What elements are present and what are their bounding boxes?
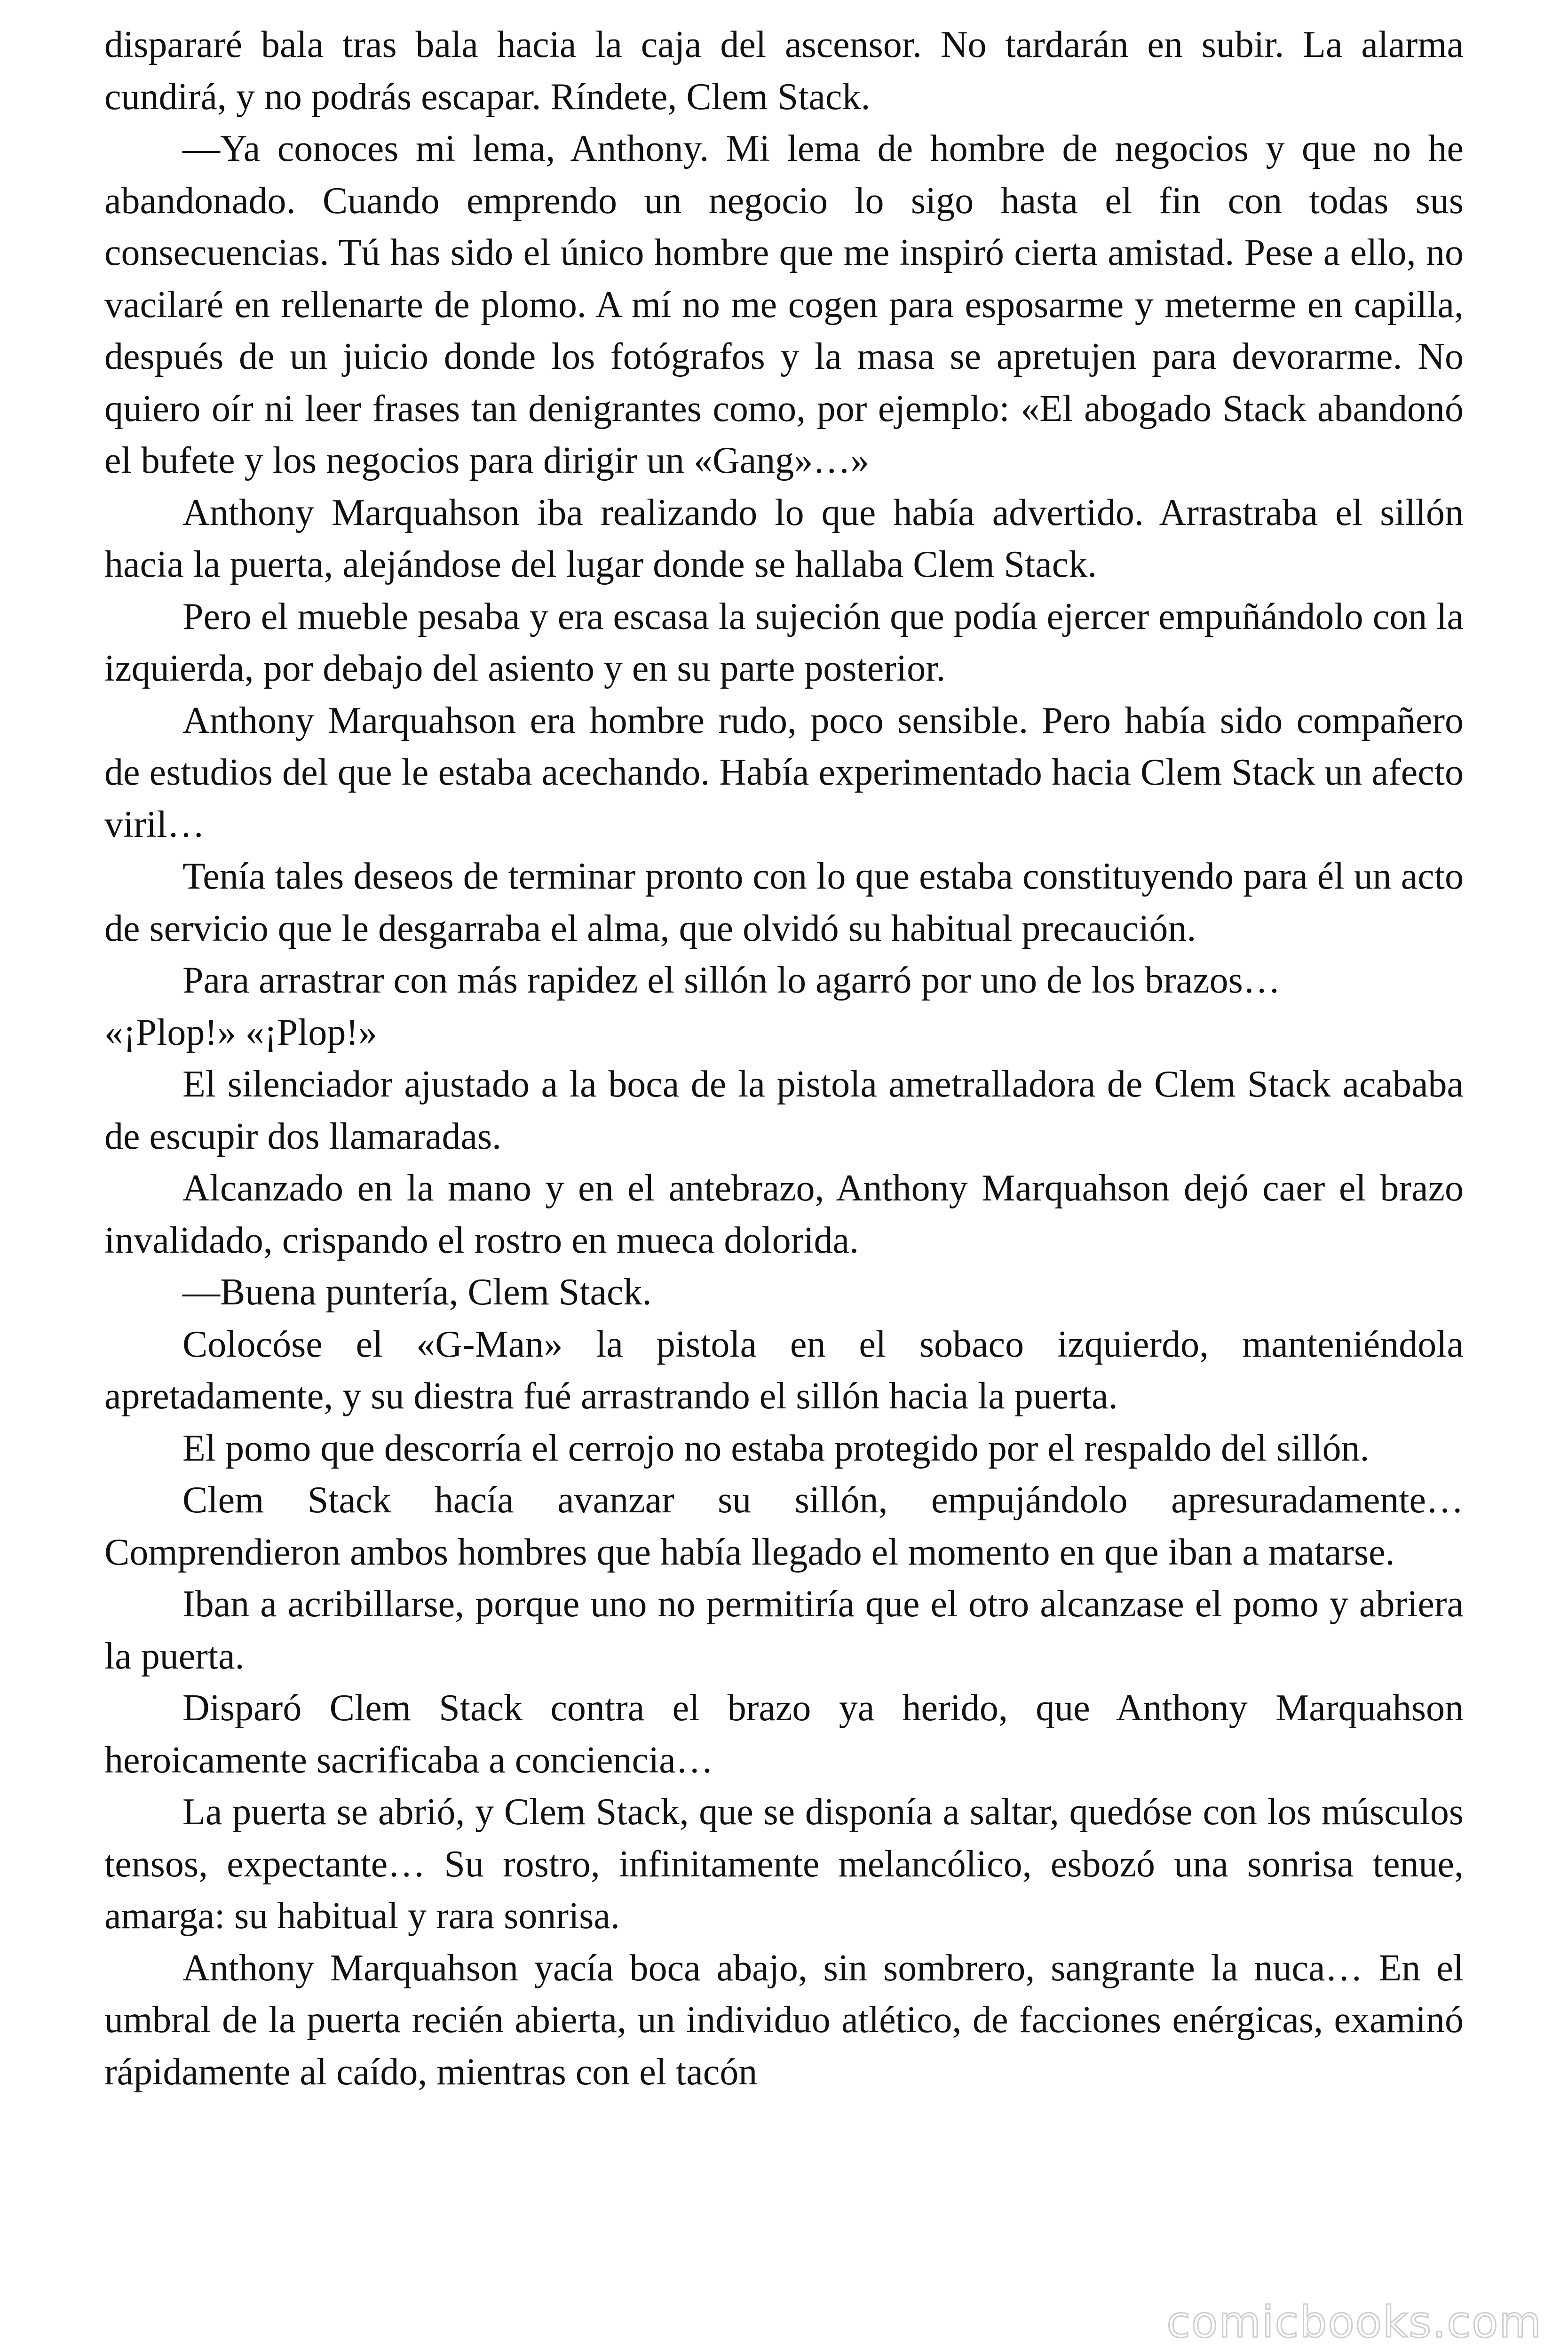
paragraph: dispararé bala tras bala hacia la caja del ascensor. No tardarán en subir. La alarma cundirá, y no podrás escapar. Ríndete, Clem Stack.	[104, 24, 1464, 118]
paragraph: Para arrastrar con más rapidez el sillón lo agarró por uno de los brazos…	[182, 960, 1281, 1001]
paragraph: Alcanzado en la mano y en el antebrazo, Anthony Marquahson dejó caer el brazo invalidado, crispando el rostro en mueca dolorida.	[104, 1168, 1464, 1261]
paragraph: El pomo que descorría el cerrojo no estaba protegido por el respaldo del sillón.	[182, 1427, 1370, 1469]
book-page-text	[104, 19, 1464, 2098]
paragraph: —Ya conoces mi lema, Anthony. Mi lema de hombre de negocios y que no he abandonado. Cuando emprendo un negocio lo sigo hasta el fin con todas sus consecuencias. Tú has sido el único hombre que me inspiró cierta amistad. Pese a ello, no vacilaré en rellenarte de plomo. A mí no me cogen para esposarme y meterme en capilla, después de un juicio donde los fotógrafos y la masa se apretujen para devorarme. No quiero oír ni leer frases tan denigrantes como, por ejemplo: «El abogado Stack abandonó el bufete y los negocios para dirigir un «Gang»…»	[104, 128, 1464, 481]
paragraph: Clem Stack hacía avanzar su sillón, empujándolo apresuradamente… Comprendieron ambos hombres que había llegado el momento en que iban a matarse.	[104, 1479, 1464, 1573]
paragraph: Pero el mueble pesaba y era escasa la sujeción que podía ejercer empuñándolo con la izquierda, por debajo del asiento y en su parte posterior.	[104, 596, 1464, 689]
paragraph: El silenciador ajustado a la boca de la pistola ametralladora de Clem Stack acababa de escupir dos llamaradas.	[104, 1064, 1464, 1157]
paragraph: Colocóse el «G-Man» la pistola en el sobaco izquierdo, manteniéndola apretadamente, y su diestra fué arrastrando el sillón hacia la puerta.	[104, 1323, 1464, 1417]
paragraph: Anthony Marquahson yacía boca abajo, sin sombrero, sangrante la nuca… En el umbral de la puerta recién abierta, un individuo atlético, de facciones enérgicas, examinó rápidamente al caído, mientras con el tacón	[104, 1947, 1464, 2093]
paragraph: Disparó Clem Stack contra el brazo ya herido, que Anthony Marquahson heroicamente sacrificaba a conciencia…	[104, 1687, 1464, 1781]
paragraph: Anthony Marquahson iba realizando lo que había advertido. Arrastraba el sillón hacia la puerta, alejándose del lugar donde se hallaba Clem Stack.	[104, 492, 1464, 585]
paragraph: —Buena puntería, Clem Stack.	[182, 1271, 652, 1313]
paragraph: Anthony Marquahson era hombre rudo, poco sensible. Pero había sido compañero de estudios del que le estaba acechando. Había experimentado hacia Clem Stack un afecto viril…	[104, 699, 1464, 845]
paragraph: La puerta se abrió, y Clem Stack, que se disponía a saltar, quedóse con los músculos tensos, expectante… Su rostro, infinitamente melancólico, esbozó una sonrisa tenue, amarga: su habitual y rara sonrisa.	[104, 1791, 1464, 1937]
paragraph: «¡Plop!» «¡Plop!»	[104, 1011, 377, 1053]
paragraph: Iban a acribillarse, porque uno no permitiría que el otro alcanzase el pomo y abriera la puerta.	[104, 1583, 1464, 1677]
site-watermark: comicbooks.com	[1166, 2297, 1542, 2347]
paragraph: Tenía tales deseos de terminar pronto con lo que estaba constituyendo para él un acto de servicio que le desgarraba el alma, que olvidó su habitual precaución.	[104, 856, 1464, 949]
